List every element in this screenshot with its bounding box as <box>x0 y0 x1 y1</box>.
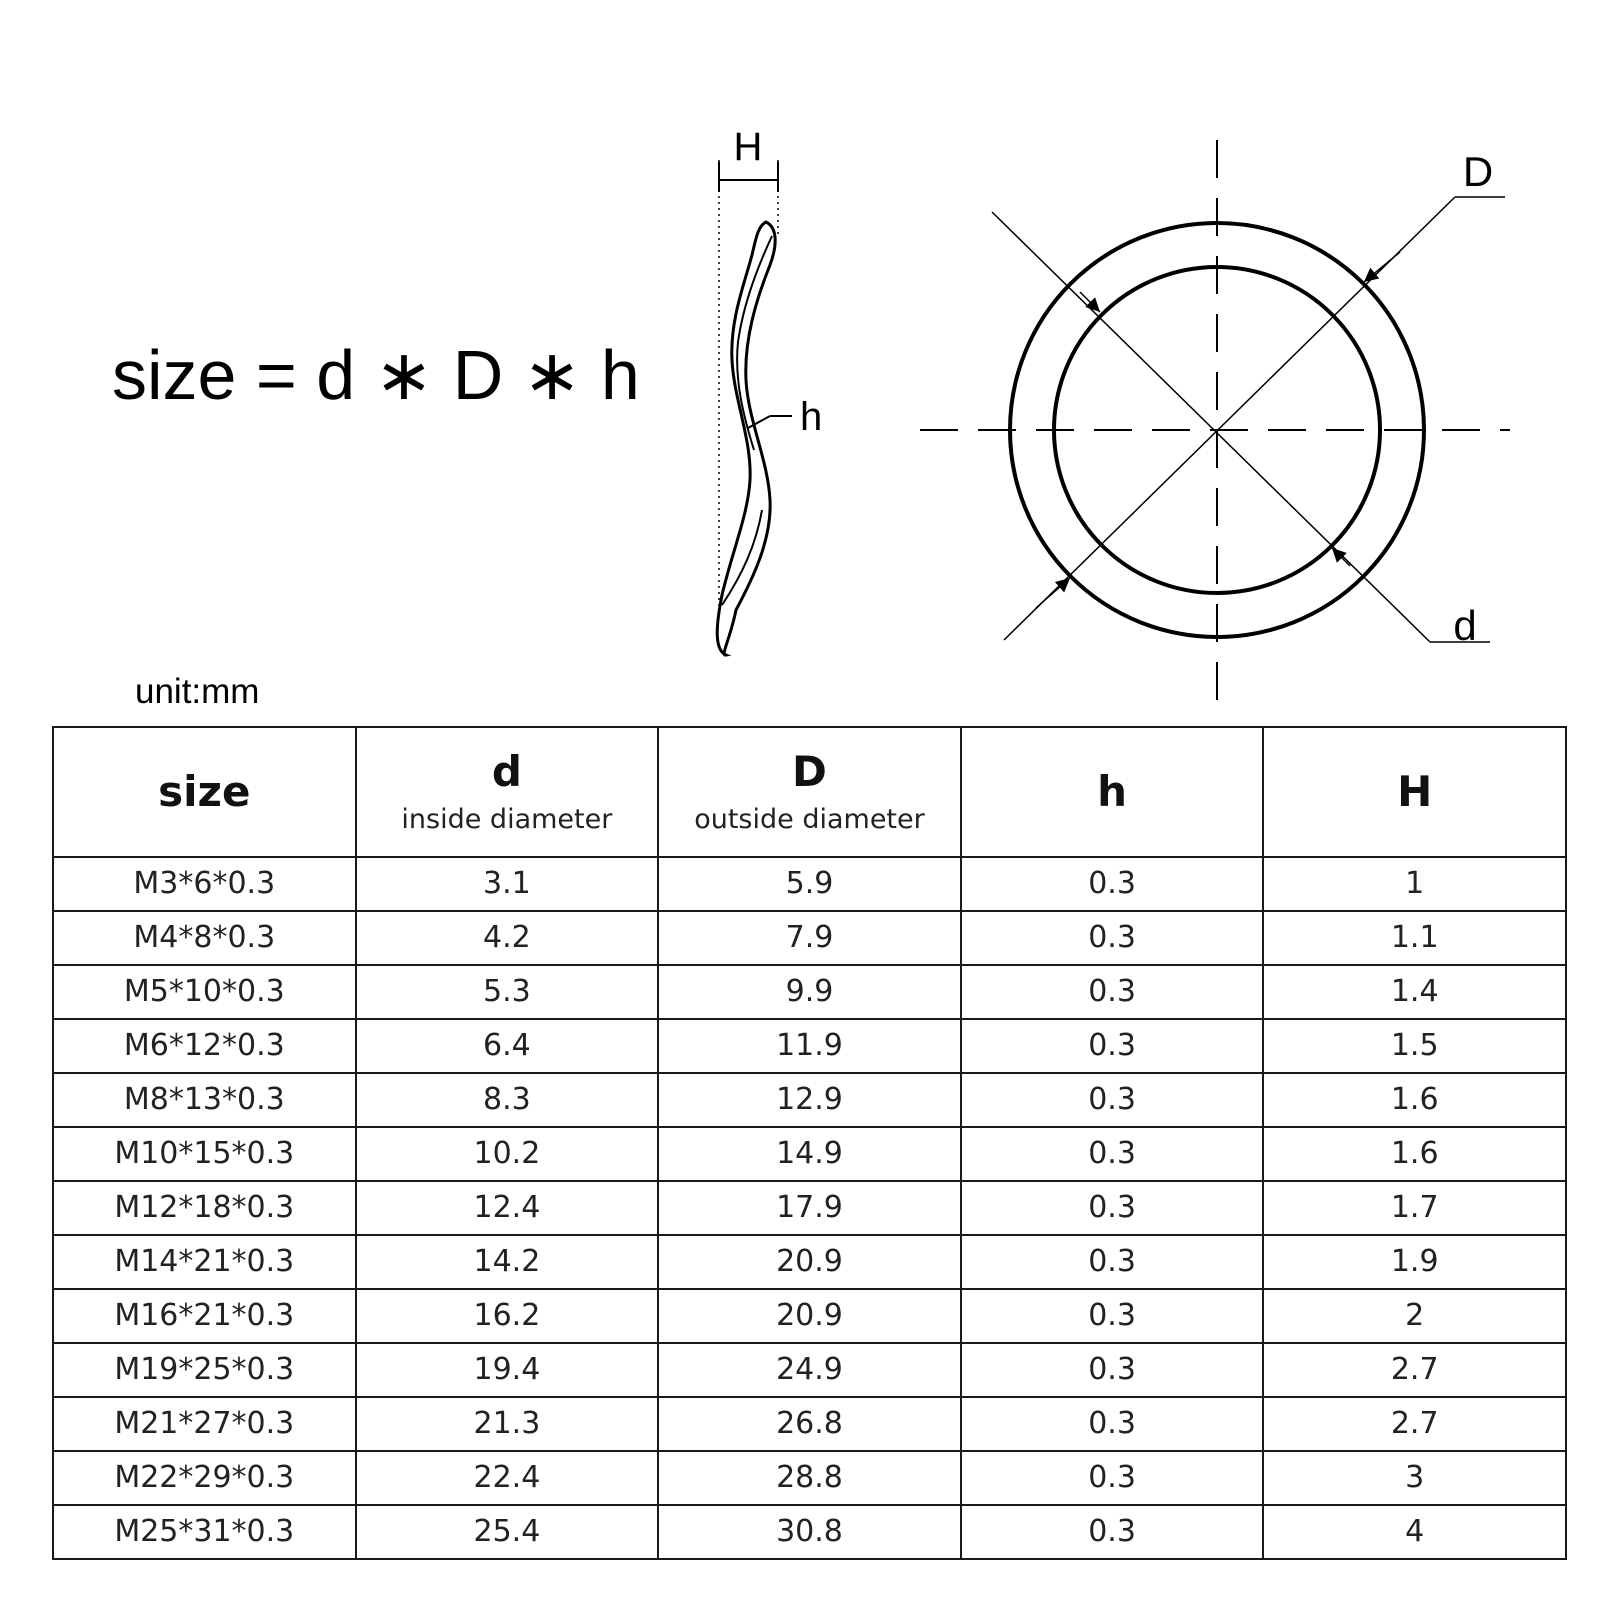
cell-d: 8.3 <box>356 1073 659 1127</box>
cell-H: 1 <box>1263 857 1566 911</box>
cell-h: 0.3 <box>961 1181 1264 1235</box>
cell-H: 2.7 <box>1263 1397 1566 1451</box>
cell-D: 14.9 <box>658 1127 961 1181</box>
cell-size: M3*6*0.3 <box>53 857 356 911</box>
cell-h: 0.3 <box>961 1451 1264 1505</box>
cell-D: 20.9 <box>658 1289 961 1343</box>
cell-d: 25.4 <box>356 1505 659 1559</box>
header-h-main: h <box>1097 767 1128 816</box>
size-formula: size = d ∗ D ∗ h <box>112 336 640 414</box>
D-arrow-upper <box>1364 252 1400 282</box>
cell-H: 1.5 <box>1263 1019 1566 1073</box>
cell-H: 2 <box>1263 1289 1566 1343</box>
cell-H: 3 <box>1263 1451 1566 1505</box>
technical-drawing <box>0 0 1600 720</box>
cell-size: M5*10*0.3 <box>53 965 356 1019</box>
table-row <box>53 1289 1566 1343</box>
cell-d: 10.2 <box>356 1127 659 1181</box>
cell-H: 1.4 <box>1263 965 1566 1019</box>
h-label: h <box>800 395 823 439</box>
header-d-main: d <box>491 747 522 796</box>
cell-h: 0.3 <box>961 1019 1264 1073</box>
cell-h: 0.3 <box>961 1397 1264 1451</box>
d-label: d <box>1453 602 1477 649</box>
table-header-row <box>53 727 1566 857</box>
cell-H: 1.9 <box>1263 1235 1566 1289</box>
cell-d: 5.3 <box>356 965 659 1019</box>
cell-D: 11.9 <box>658 1019 961 1073</box>
unit-label: unit:mm <box>135 672 260 711</box>
D-arrow-lower <box>1036 578 1070 608</box>
cell-D: 17.9 <box>658 1181 961 1235</box>
washer-profile <box>717 222 775 655</box>
cell-d: 16.2 <box>356 1289 659 1343</box>
cell-size: M14*21*0.3 <box>53 1235 356 1289</box>
table-row <box>53 1127 1566 1181</box>
cell-H: 1.6 <box>1263 1127 1566 1181</box>
cell-D: 9.9 <box>658 965 961 1019</box>
cell-size: M22*29*0.3 <box>53 1451 356 1505</box>
table-body <box>53 857 1566 1559</box>
cell-d: 19.4 <box>356 1343 659 1397</box>
cell-D: 12.9 <box>658 1073 961 1127</box>
header-H-main: H <box>1397 767 1433 816</box>
cell-D: 20.9 <box>658 1235 961 1289</box>
cell-size: M4*8*0.3 <box>53 911 356 965</box>
cell-H: 1.7 <box>1263 1181 1566 1235</box>
cell-h: 0.3 <box>961 1073 1264 1127</box>
cell-H: 1.6 <box>1263 1073 1566 1127</box>
cell-h: 0.3 <box>961 1127 1264 1181</box>
cell-h: 0.3 <box>961 1343 1264 1397</box>
cell-d: 12.4 <box>356 1181 659 1235</box>
cell-h: 0.3 <box>961 965 1264 1019</box>
cell-size: M6*12*0.3 <box>53 1019 356 1073</box>
cell-h: 0.3 <box>961 911 1264 965</box>
cell-d: 3.1 <box>356 857 659 911</box>
table-row <box>53 1397 1566 1451</box>
header-d <box>356 727 659 857</box>
cell-h: 0.3 <box>961 1505 1264 1559</box>
table-row <box>53 1451 1566 1505</box>
H-label: H <box>733 125 763 169</box>
cell-D: 24.9 <box>658 1343 961 1397</box>
table-row <box>53 1505 1566 1559</box>
table-row <box>53 857 1566 911</box>
cell-H: 1.1 <box>1263 911 1566 965</box>
table-row <box>53 1019 1566 1073</box>
cell-h: 0.3 <box>961 1235 1264 1289</box>
header-D-sub: outside diameter <box>694 804 925 835</box>
cell-D: 7.9 <box>658 911 961 965</box>
table-row <box>53 1343 1566 1397</box>
cell-size: M8*13*0.3 <box>53 1073 356 1127</box>
cell-h: 0.3 <box>961 857 1264 911</box>
table-row <box>53 911 1566 965</box>
header-h <box>961 727 1264 857</box>
cell-h: 0.3 <box>961 1289 1264 1343</box>
size-table <box>52 726 1567 1560</box>
table-row <box>53 1235 1566 1289</box>
cell-H: 4 <box>1263 1505 1566 1559</box>
cell-size: M21*27*0.3 <box>53 1397 356 1451</box>
cell-H: 2.7 <box>1263 1343 1566 1397</box>
header-size <box>53 727 356 857</box>
cell-size: M10*15*0.3 <box>53 1127 356 1181</box>
cell-d: 21.3 <box>356 1397 659 1451</box>
cell-D: 26.8 <box>658 1397 961 1451</box>
header-D-main: D <box>792 747 827 796</box>
cell-d: 6.4 <box>356 1019 659 1073</box>
cell-size: M19*25*0.3 <box>53 1343 356 1397</box>
cell-d: 22.4 <box>356 1451 659 1505</box>
cell-D: 28.8 <box>658 1451 961 1505</box>
header-D <box>658 727 961 857</box>
cell-size: M25*31*0.3 <box>53 1505 356 1559</box>
cell-D: 5.9 <box>658 857 961 911</box>
D-label: D <box>1462 148 1494 195</box>
cell-D: 30.8 <box>658 1505 961 1559</box>
header-size-main: size <box>158 767 251 816</box>
top-view <box>920 140 1510 700</box>
header-H <box>1263 727 1566 857</box>
cell-size: M16*21*0.3 <box>53 1289 356 1343</box>
cell-size: M12*18*0.3 <box>53 1181 356 1235</box>
cell-d: 14.2 <box>356 1235 659 1289</box>
table-row <box>53 1181 1566 1235</box>
table-row <box>53 965 1566 1019</box>
d-arrow-lower <box>1332 548 1350 566</box>
table-row <box>53 1073 1566 1127</box>
diagonal-line <box>992 212 1430 642</box>
cell-d: 4.2 <box>356 911 659 965</box>
header-d-sub: inside diameter <box>401 804 613 835</box>
side-view <box>717 125 822 655</box>
